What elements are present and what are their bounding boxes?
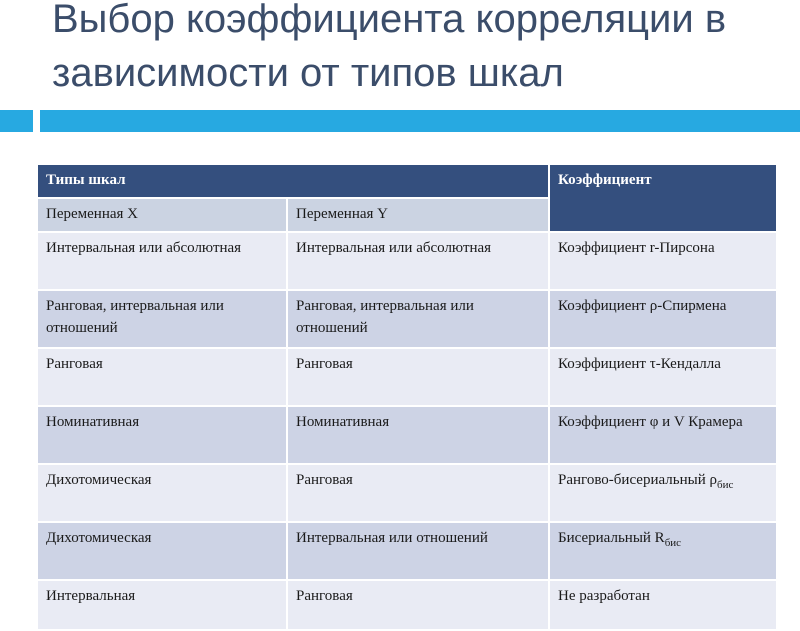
cell-variable-y: Интервальная или отношений xyxy=(287,522,549,580)
table-row xyxy=(37,580,777,630)
coefficient-text: Коэффициент r-Пирсона xyxy=(558,240,715,256)
coefficient-subscript: бис xyxy=(716,479,734,491)
coefficient-text: Рангово-бисериальный ρ xyxy=(558,472,717,488)
correlation-table xyxy=(36,163,778,631)
table-row xyxy=(37,406,777,464)
cell-variable-x: Дихотомическая xyxy=(37,464,287,522)
coefficient-text: Бисериальный R xyxy=(558,530,665,546)
cell-variable-x: Интервальная xyxy=(37,580,287,630)
table-row xyxy=(37,522,777,580)
cell-coefficient xyxy=(549,522,777,580)
table-row xyxy=(37,348,777,406)
cell-coefficient xyxy=(549,406,777,464)
coefficient-text: Коэффициент ρ-Спирмена xyxy=(558,298,727,314)
cell-variable-y: Номинативная xyxy=(287,406,549,464)
coefficient-text: Коэффициент τ-Кендалла xyxy=(558,356,721,372)
coefficient-subscript: бис xyxy=(664,537,682,549)
subheader-variable-x: Переменная X xyxy=(37,198,287,232)
table-row xyxy=(37,232,777,290)
cell-variable-y: Интервальная или абсолютная xyxy=(287,232,549,290)
coefficient-text: Не разработан xyxy=(558,588,650,604)
cell-coefficient xyxy=(549,232,777,290)
cell-variable-y: Ранговая, интервальная или отношений xyxy=(287,290,549,348)
cell-coefficient xyxy=(549,464,777,522)
subheader-variable-y: Переменная Y xyxy=(287,198,549,232)
slide-title: Выбор коэффициента корреляции в зависимости от типов шкал xyxy=(52,0,727,95)
cell-variable-x: Ранговая xyxy=(37,348,287,406)
table-row xyxy=(37,464,777,522)
table-row xyxy=(37,290,777,348)
cell-variable-y: Ранговая xyxy=(287,348,549,406)
cell-variable-y: Ранговая xyxy=(287,464,549,522)
cell-variable-x: Ранговая, интервальная или отношений xyxy=(37,290,287,348)
coefficient-text: Коэффициент φ и V Крамера xyxy=(558,414,743,430)
cell-variable-x: Номинативная xyxy=(37,406,287,464)
accent-bar-gap xyxy=(33,110,40,132)
accent-bar xyxy=(0,110,800,132)
cell-coefficient xyxy=(549,348,777,406)
cell-coefficient xyxy=(549,580,777,630)
accent-bar-segment xyxy=(0,110,33,132)
accent-bar-segment xyxy=(40,110,800,132)
cell-variable-y: Ранговая xyxy=(287,580,549,630)
cell-variable-x: Дихотомическая xyxy=(37,522,287,580)
header-scale-types: Типы шкал xyxy=(37,164,549,198)
cell-variable-x: Интервальная или абсолютная xyxy=(37,232,287,290)
cell-coefficient xyxy=(549,290,777,348)
header-coefficient: Коэффициент xyxy=(549,164,777,232)
